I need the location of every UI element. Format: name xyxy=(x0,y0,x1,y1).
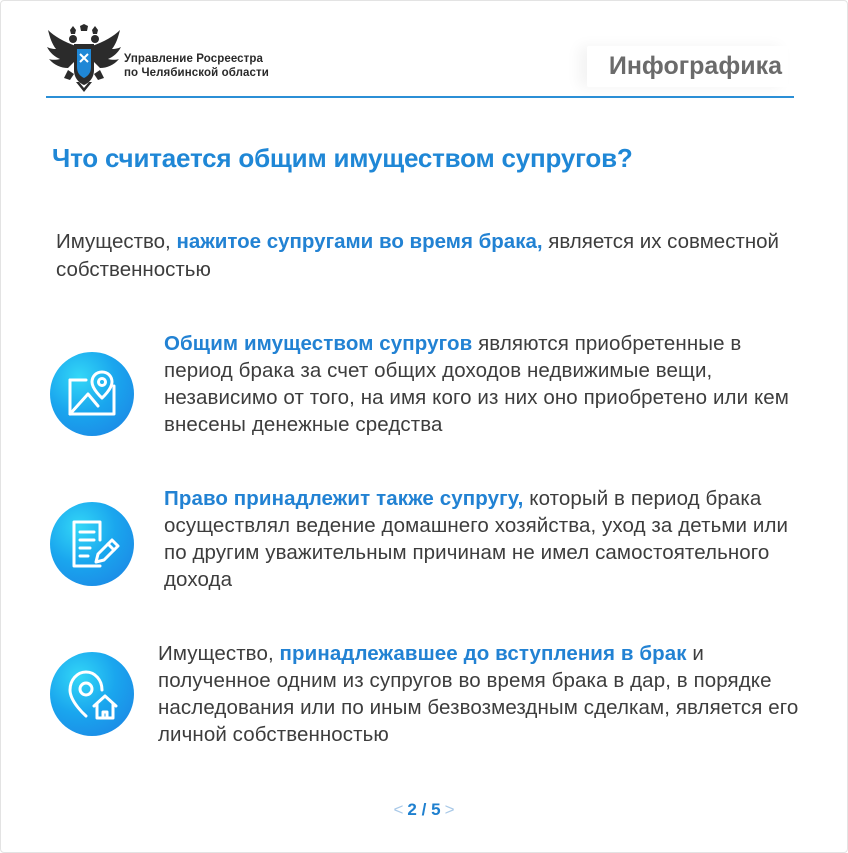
page-separator: / xyxy=(421,800,427,819)
info-item-body: являются приобретенные в период брака за счет общих доходов недвижимые вещи, независимо от того, на имя кого из них оно приобретено или кем внесены денежные средства xyxy=(164,332,789,436)
prev-page-button[interactable]: < xyxy=(393,800,404,819)
next-page-button[interactable]: > xyxy=(444,800,455,819)
infographic-badge: Инфографика xyxy=(587,46,788,87)
info-item-text xyxy=(164,330,804,438)
intro-paragraph xyxy=(56,228,796,284)
info-item-highlight: Право принадлежит также супругу, xyxy=(164,487,524,510)
info-item-highlight: Общим имуществом супругов xyxy=(164,332,473,355)
total-pages: 5 xyxy=(431,800,441,819)
info-item-text xyxy=(164,485,804,593)
document-edit-icon xyxy=(64,516,120,572)
pager xyxy=(0,800,848,820)
intro-before: Имущество, xyxy=(56,230,177,253)
icon-circle xyxy=(50,502,134,586)
info-item-highlight: принадлежавшее до вступления в брак xyxy=(279,642,687,665)
org-line-1: Управление Росреестра xyxy=(124,53,264,65)
org-line-2: по Челябинской области xyxy=(124,67,269,79)
info-item-text xyxy=(158,640,808,748)
intro-after: является их совместной собственностью xyxy=(56,230,780,281)
icon-circle xyxy=(50,352,134,436)
info-item-before: Имущество, xyxy=(158,642,280,665)
info-item-body: и полученное одним из супругов во время брака в дар, в порядке наследования или по иным безвозмездным сделкам, является его личной собственностью xyxy=(158,642,799,746)
info-item-body: который в период брака осуществлял ведение домашнего хозяйства, уход за детьми или по другим уважительным причинам не имел самостоятельного дохода xyxy=(164,487,789,591)
intro-highlight: нажитое супругами во время брака, xyxy=(176,230,543,253)
header-divider xyxy=(46,96,794,98)
header xyxy=(46,24,796,98)
icon-circle xyxy=(50,652,134,736)
organization-name xyxy=(124,52,269,80)
current-page: 2 xyxy=(407,800,417,819)
page-title: Что считается общим имуществом супругов? xyxy=(52,143,633,173)
map-pin-icon xyxy=(64,366,120,422)
eagle-emblem-icon xyxy=(46,24,122,94)
location-home-icon xyxy=(64,666,120,722)
